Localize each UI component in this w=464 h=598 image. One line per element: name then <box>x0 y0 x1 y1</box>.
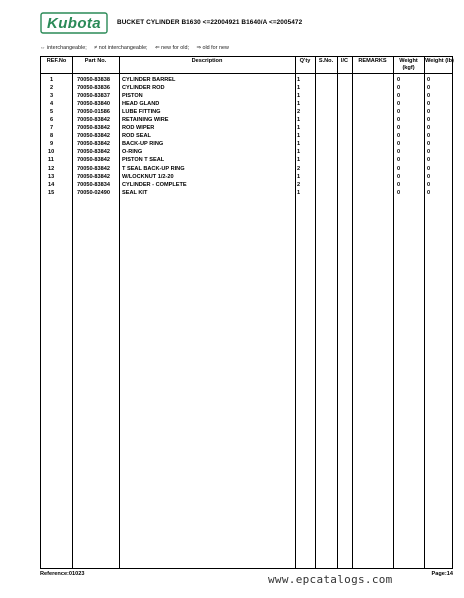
reference-number: Reference:01023 <box>40 571 85 577</box>
cell-description: ROD SEAL <box>122 133 151 140</box>
cell-quantity: 1 <box>297 149 301 156</box>
parts-table <box>40 56 453 569</box>
cell-part-no: 70050-83842 <box>77 117 110 124</box>
cell-weight-kgf: 0 <box>397 101 401 108</box>
table-row <box>41 92 452 100</box>
cell-part-no: 70050-83842 <box>77 165 110 172</box>
table-row <box>41 124 452 132</box>
header-remarks: REMARKS <box>358 58 387 64</box>
cell-weight-lb: 0 <box>427 181 431 188</box>
cell-ref: 8 <box>50 133 54 140</box>
cell-ref: 4 <box>50 101 54 108</box>
cell-weight-lb: 0 <box>427 77 431 83</box>
header-weight-kgf: Weight (kgf) <box>399 58 418 71</box>
cell-weight-kgf: 0 <box>397 149 401 156</box>
table-row <box>41 165 452 173</box>
cell-part-no: 70050-83834 <box>77 181 110 188</box>
cell-weight-lb: 0 <box>427 165 431 172</box>
cell-description: SEAL KIT <box>122 189 148 196</box>
cell-weight-kgf: 0 <box>397 141 401 148</box>
interchange-legend <box>40 45 235 51</box>
cell-quantity: 1 <box>297 77 301 83</box>
kubota-logo <box>40 12 108 34</box>
cell-weight-lb: 0 <box>427 141 431 148</box>
cell-part-no: 70050-83837 <box>77 93 110 100</box>
cell-weight-kgf: 0 <box>397 133 401 140</box>
cell-ref: 13 <box>48 173 55 180</box>
cell-part-no: 70050-83842 <box>77 157 110 164</box>
cell-part-no: 70050-83842 <box>77 149 110 156</box>
cell-weight-lb: 0 <box>427 157 431 164</box>
cell-part-no: 70050-83842 <box>77 133 110 140</box>
cell-quantity: 2 <box>297 109 301 116</box>
table-row <box>41 84 452 92</box>
header-divider <box>41 73 452 74</box>
table-row <box>41 100 452 108</box>
page-number: Page:14 <box>431 571 453 577</box>
cell-weight-lb: 0 <box>427 149 431 156</box>
cell-weight-kgf: 0 <box>397 117 401 124</box>
header-part-no: Part No. <box>84 58 107 64</box>
cell-weight-kgf: 0 <box>397 109 401 116</box>
cell-weight-lb: 0 <box>427 93 431 100</box>
legend-new-for-old: ⇐ new for old; <box>155 45 189 51</box>
cell-ref: 3 <box>50 93 54 100</box>
cell-description: CYLINDER BARREL <box>122 77 176 83</box>
cell-description: T SEAL BACK-UP RING <box>122 165 185 172</box>
legend-old-for-new: ⇒ old for new <box>196 45 229 51</box>
cell-part-no: 70050-83838 <box>77 77 110 83</box>
cell-weight-lb: 0 <box>427 133 431 140</box>
cell-quantity: 1 <box>297 101 301 108</box>
cell-part-no: 70050-01586 <box>77 109 110 116</box>
cell-quantity: 1 <box>297 117 301 124</box>
cell-ref: 10 <box>48 149 55 156</box>
cell-quantity: 1 <box>297 85 301 92</box>
cell-part-no: 70050-83842 <box>77 125 110 132</box>
cell-description: HEAD GLAND <box>122 101 160 108</box>
cell-ref: 7 <box>50 125 54 132</box>
table-row <box>41 76 452 84</box>
cell-quantity: 1 <box>297 133 301 140</box>
cell-ref: 6 <box>50 117 54 124</box>
logo-wordmark: Kubota <box>46 15 102 32</box>
header-description: Description <box>191 58 223 64</box>
cell-weight-kgf: 0 <box>397 165 401 172</box>
cell-part-no: 70050-83840 <box>77 101 110 108</box>
cell-description: ROD WIPER <box>122 125 155 132</box>
cell-description: LUBE FITTING <box>122 109 161 116</box>
header-weight-lb: Weight (lb) <box>425 58 454 64</box>
cell-weight-kgf: 0 <box>397 125 401 132</box>
header-ref-no: REF.No <box>46 58 67 64</box>
cell-description: O-RING <box>122 149 143 156</box>
cell-quantity: 2 <box>297 181 301 188</box>
cell-quantity: 2 <box>297 165 301 172</box>
cell-description: PISTON <box>122 93 143 100</box>
cell-weight-lb: 0 <box>427 85 431 92</box>
cell-ref: 9 <box>50 141 54 148</box>
cell-description: PISTON T SEAL <box>122 157 165 164</box>
parts-table-body <box>41 76 452 197</box>
cell-weight-lb: 0 <box>427 101 431 108</box>
header-serial-no: S.No. <box>318 58 334 64</box>
cell-ref: 14 <box>48 181 55 188</box>
cell-weight-kgf: 0 <box>397 157 401 164</box>
cell-description: CYLINDER - COMPLETE <box>122 181 187 188</box>
table-row <box>41 108 452 116</box>
legend-not-interchangeable: ≠ not interchangeable; <box>94 45 148 51</box>
watermark: www.epcatalogs.com <box>268 573 393 586</box>
cell-weight-kgf: 0 <box>397 173 401 180</box>
header-interchange: I/C <box>340 58 349 64</box>
table-row <box>41 116 452 124</box>
cell-weight-lb: 0 <box>427 173 431 180</box>
cell-quantity: 1 <box>297 189 301 196</box>
cell-part-no: 70050-83842 <box>77 141 110 148</box>
page-title: BUCKET CYLINDER B1630 <=22004921 B1640/A <=2005472 <box>117 19 303 26</box>
cell-quantity: 1 <box>297 157 301 164</box>
cell-weight-kgf: 0 <box>397 85 401 92</box>
cell-part-no: 70050-02490 <box>77 189 110 196</box>
cell-description: W/LOCKNUT 1/2-20 <box>122 173 174 180</box>
cell-weight-lb: 0 <box>427 125 431 132</box>
cell-ref: 1 <box>50 77 54 83</box>
cell-quantity: 1 <box>297 141 301 148</box>
cell-description: RETAINING WIRE <box>122 117 169 124</box>
cell-description: CYLINDER ROD <box>122 85 165 92</box>
cell-weight-kgf: 0 <box>397 181 401 188</box>
cell-ref: 11 <box>48 157 54 164</box>
cell-description: BACK-UP RING <box>122 141 164 148</box>
table-row <box>41 173 452 181</box>
cell-weight-lb: 0 <box>427 189 431 196</box>
cell-quantity: 1 <box>297 173 301 180</box>
cell-ref: 2 <box>50 85 54 92</box>
table-row <box>41 181 452 189</box>
table-row <box>41 140 452 148</box>
table-row <box>41 156 452 164</box>
cell-weight-kgf: 0 <box>397 77 401 83</box>
cell-part-no: 70050-83836 <box>77 85 110 92</box>
table-row <box>41 189 452 197</box>
table-row <box>41 132 452 140</box>
table-row <box>41 148 452 156</box>
cell-weight-kgf: 0 <box>397 189 401 196</box>
cell-part-no: 70050-83842 <box>77 173 110 180</box>
cell-ref: 15 <box>48 189 55 196</box>
cell-weight-lb: 0 <box>427 109 431 116</box>
cell-weight-lb: 0 <box>427 117 431 124</box>
legend-interchangeable: ⇔ interchangeable; <box>40 45 87 51</box>
cell-ref: 12 <box>48 165 55 172</box>
header-quantity: Q'ty <box>299 58 311 64</box>
cell-ref: 5 <box>50 109 54 116</box>
cell-weight-kgf: 0 <box>397 93 401 100</box>
cell-quantity: 1 <box>297 93 301 100</box>
cell-quantity: 1 <box>297 125 301 132</box>
